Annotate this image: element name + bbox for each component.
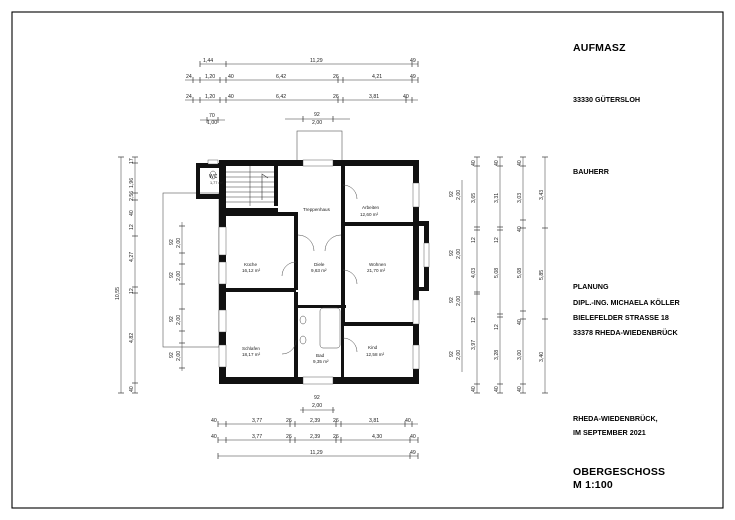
dim-label: 40: [211, 418, 217, 424]
top-dimension-chains: [185, 61, 418, 123]
dim-label: 1,00: [207, 120, 218, 126]
dim-label: 17: [129, 158, 135, 164]
room-name-kind: Kind: [368, 345, 378, 350]
dim-label: 2,56: [129, 190, 135, 201]
room-name-bad: Bad: [316, 353, 325, 358]
dim-label: 5,08: [517, 267, 523, 278]
project-location: 33330 GÜTERSLOH: [573, 95, 641, 104]
sheet-heading: AUFMASZ: [573, 42, 626, 54]
dim-label: 6,42: [276, 94, 287, 100]
dim-label: 6,42: [276, 74, 287, 80]
planner-name: DIPL.-ING. MICHAELA KÖLLER: [573, 298, 680, 307]
room-area-bad: 9,35 m²: [313, 359, 329, 364]
owner-label: BAUHERR: [573, 167, 609, 176]
dim-label: 3,43: [539, 189, 545, 200]
dim-label: 49: [410, 450, 416, 456]
dim-label: 92: [169, 352, 175, 358]
dim-label: 12: [494, 324, 500, 330]
dim-label: 5,85: [539, 269, 545, 280]
dim-label: 10,55: [115, 287, 121, 300]
dim-label: 40: [129, 386, 135, 392]
dim-label: 92: [449, 297, 455, 303]
dim-label: 70: [209, 113, 215, 119]
dim-label: 40: [471, 386, 477, 392]
top-dimension-labels: [186, 58, 416, 126]
planning-label: PLANUNG: [573, 282, 609, 291]
dim-label: 92: [169, 316, 175, 322]
dim-label: 1,44: [203, 58, 214, 64]
dim-label: 40: [494, 386, 500, 392]
place-date-line1: RHEDA-WIEDENBRÜCK,: [573, 414, 658, 423]
dim-label: 3,28: [494, 349, 500, 360]
place-date-line2: IM SEPTEMBER 2021: [573, 428, 646, 437]
dim-label: 4,30: [372, 434, 383, 440]
dim-label: 40: [494, 160, 500, 166]
dim-label: 24: [186, 94, 192, 100]
dim-label: 2,00: [176, 350, 182, 361]
room-name-wc: WC: [209, 174, 218, 180]
dim-label: 3,31: [494, 192, 500, 203]
staircase: [226, 166, 274, 206]
room-name-schlafen: Schlafen: [242, 346, 260, 351]
dim-label: 24: [186, 74, 192, 80]
dim-label: 49: [410, 58, 416, 64]
room-area-kueche: 16,12 m²: [242, 268, 261, 273]
dim-label: 12: [129, 288, 135, 294]
dim-label: 12: [471, 237, 477, 243]
room-name-treppenhaus: Treppenhaus: [303, 207, 330, 212]
dim-label: 11,29: [310, 450, 323, 456]
dim-label: 3,00: [517, 349, 523, 360]
dim-label: 3,81: [369, 418, 380, 424]
dim-label: 26: [333, 434, 339, 440]
planner-city: 33378 RHEDA-WIEDENBRÜCK: [573, 328, 678, 337]
room-area-kind: 12,58 m²: [366, 352, 385, 357]
dim-label: 26: [286, 434, 292, 440]
dim-label: 92: [169, 272, 175, 278]
dim-label: 92: [449, 191, 455, 197]
dim-label: 4,21: [372, 74, 383, 80]
room-area-arbeiten: 12,60 m²: [360, 212, 379, 217]
dim-label: 1,20: [205, 94, 216, 100]
room-name-diele: Diele: [314, 262, 325, 267]
dim-label: 2,00: [176, 237, 182, 248]
dim-label: 4,27: [129, 251, 135, 262]
dim-label: 3,77: [252, 418, 263, 424]
dim-label: 40: [517, 386, 523, 392]
floor-name: OBERGESCHOSS: [573, 466, 666, 478]
dim-label: 40: [517, 319, 523, 325]
dim-label: 40: [405, 418, 411, 424]
dim-label: 4,82: [129, 332, 135, 343]
dim-label: 40: [410, 434, 416, 440]
room-area-diele: 9,63 m²: [311, 268, 327, 273]
dim-label: 40: [228, 94, 234, 100]
dim-label: 92: [314, 395, 320, 401]
dim-label: 11,29: [310, 58, 323, 64]
room-area-wohnen: 21,70 m²: [367, 268, 386, 273]
drawing-scale: M 1:100: [573, 479, 613, 491]
planner-street: BIELEFELDER STRASSE 18: [573, 313, 669, 322]
dim-label: 40: [471, 160, 477, 166]
right-dimension-labels: [449, 160, 545, 392]
dim-label: 3,97: [471, 339, 477, 350]
dim-label: 2,39: [310, 418, 321, 424]
dim-label: 12: [471, 317, 477, 323]
room-name-arbeiten: Arbeiten: [362, 205, 380, 210]
dim-label: 26: [286, 418, 292, 424]
dim-label: 5,08: [494, 267, 500, 278]
dim-label: 3,03: [517, 192, 523, 203]
dim-label: 2,00: [456, 349, 462, 360]
dim-label: 49: [410, 74, 416, 80]
bottom-dimension-labels: [211, 395, 416, 456]
dim-label: 2,00: [456, 189, 462, 200]
dim-label: 3,40: [539, 351, 545, 362]
dim-label: 2,00: [456, 248, 462, 259]
dim-label: 3,81: [369, 94, 380, 100]
balcony-outline: [163, 193, 219, 347]
dim-label: 92: [169, 239, 175, 245]
dim-label: 26: [333, 94, 339, 100]
dim-label: 40: [517, 160, 523, 166]
dim-label: 92: [449, 351, 455, 357]
top-bay: [297, 131, 342, 163]
dim-label: 2,00: [312, 403, 323, 409]
dim-label: 40: [403, 94, 409, 100]
dim-label: 26: [333, 74, 339, 80]
dim-label: 2,00: [456, 295, 462, 306]
dim-label: 92: [449, 250, 455, 256]
dim-label: 26: [333, 418, 339, 424]
dim-label: 40: [228, 74, 234, 80]
dim-label: 40: [517, 226, 523, 232]
dim-label: 12: [129, 224, 135, 230]
dim-label: 40: [211, 434, 217, 440]
dim-label: 2,00: [176, 314, 182, 325]
dim-label: 12: [494, 237, 500, 243]
dim-label: 40: [129, 210, 135, 216]
dim-label: 92: [314, 112, 320, 118]
room-area-schlafen: 18,17 m²: [242, 352, 261, 357]
dim-label: 2,00: [312, 120, 323, 126]
dim-label: 1,96: [129, 177, 135, 188]
dim-label: 1,20: [205, 74, 216, 80]
room-name-kueche: Küche: [244, 262, 258, 267]
dim-label: 3,77: [252, 434, 263, 440]
dim-label: 4,03: [471, 267, 477, 278]
dim-label: 3,65: [471, 192, 477, 203]
room-area-wc: 1,77 m²: [210, 181, 223, 185]
dim-label: 2,00: [176, 270, 182, 281]
dim-label: 2,39: [310, 434, 321, 440]
room-name-wohnen: Wohnen: [369, 262, 387, 267]
